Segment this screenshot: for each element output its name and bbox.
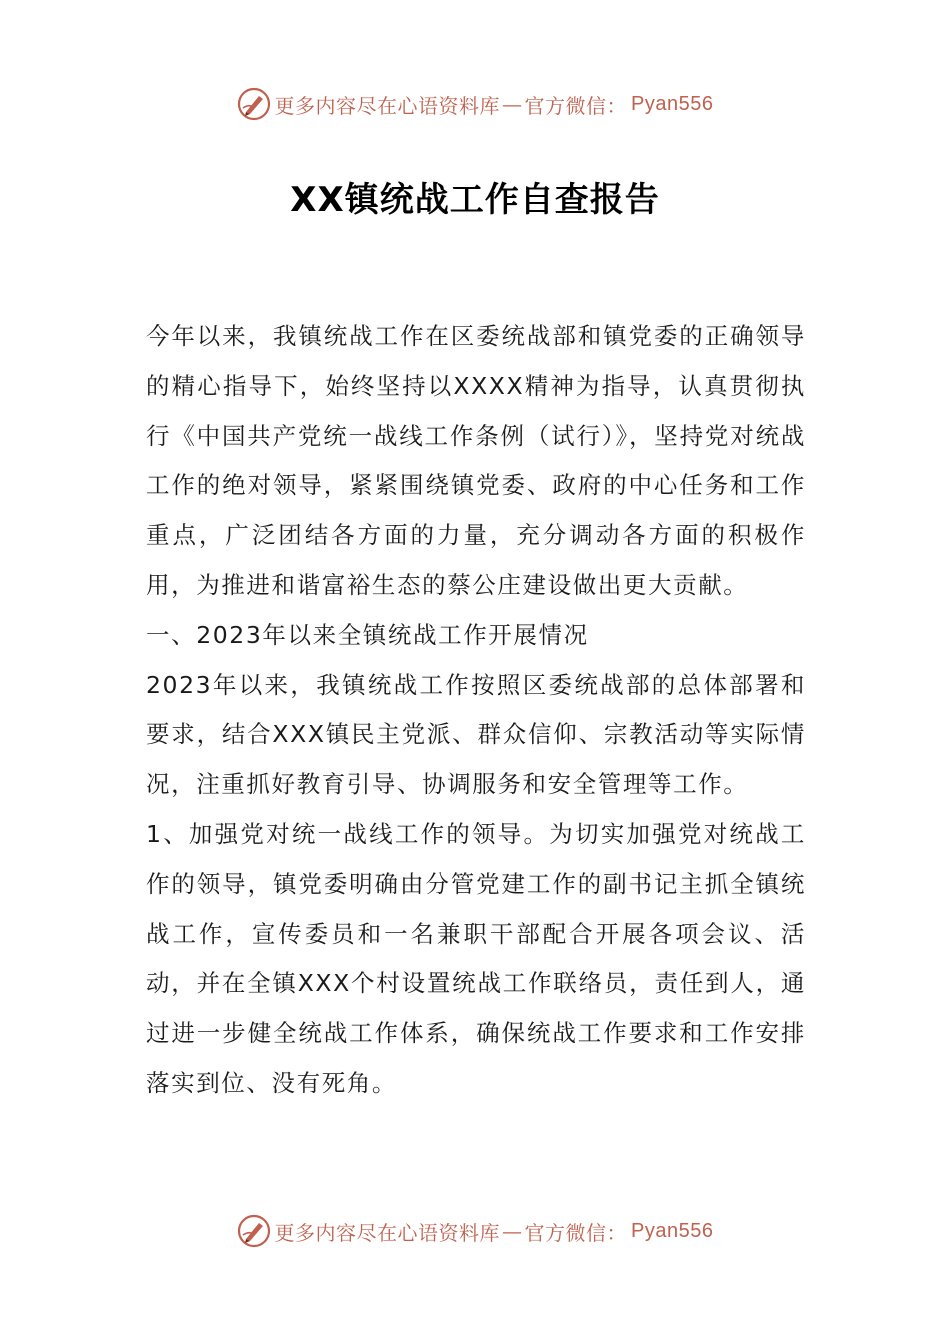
watermark-separator: — xyxy=(502,92,523,116)
paragraph-intro: 今年以来，我镇统战工作在区委统战部和镇党委的正确领导的精心指导下，始终坚持以XXXX精神为指导，认真贯彻执行《中国共产党统一战线工作条例（试行）》，坚持党对统战工作的绝对领导，紧紧围绕镇党委、政府的中心任务和工作重点，广泛团结各方面的力量，充分调动各方面的积极作用，为推进和谐富裕生态的蔡公庄建设做出更大贡献。 xyxy=(146,322,806,599)
document-title: XX镇统战工作自查报告 xyxy=(290,180,660,220)
paragraph-item-1: 1、加强党对统一战线工作的领导。为切实加强党对统战工作的领导，镇党委明确由分管党建工作的副书记主抓全镇统战工作，宣传委员和一名兼职干部配合开展各项会议、活动，并在全镇XXX个村设置统战工作联络员，责任到人，通过进一步健全统战工作体系，确保统战工作要求和工作安排落实到位、没有死角。 xyxy=(146,819,806,1097)
header-watermark xyxy=(0,84,950,124)
pen-logo-icon xyxy=(237,1214,271,1248)
paragraph-overview: 2023年以来，我镇统战工作按照区委统战部的总体部署和要求，结合XXX镇民主党派、群众信仰、宗教活动等实际情况，注重抓好教育引导、协调服务和安全管理等工作。 xyxy=(146,670,806,799)
watermark-suffix: 官方微信： xyxy=(524,1220,628,1245)
watermark-separator: — xyxy=(502,1219,523,1243)
watermark-text: 更多内容尽在心语资料库 xyxy=(274,1220,501,1245)
pen-logo-icon xyxy=(237,87,271,121)
watermark-wechat-id: Pyan556 xyxy=(631,92,714,115)
footer-watermark xyxy=(0,1211,950,1251)
section-heading-1: 一、2023年以来全镇统战工作开展情况 xyxy=(146,620,589,649)
watermark-wechat-id: Pyan556 xyxy=(631,1219,714,1242)
document-body xyxy=(146,312,806,1109)
watermark-text: 更多内容尽在心语资料库 xyxy=(274,93,501,118)
watermark-suffix: 官方微信： xyxy=(524,93,628,118)
